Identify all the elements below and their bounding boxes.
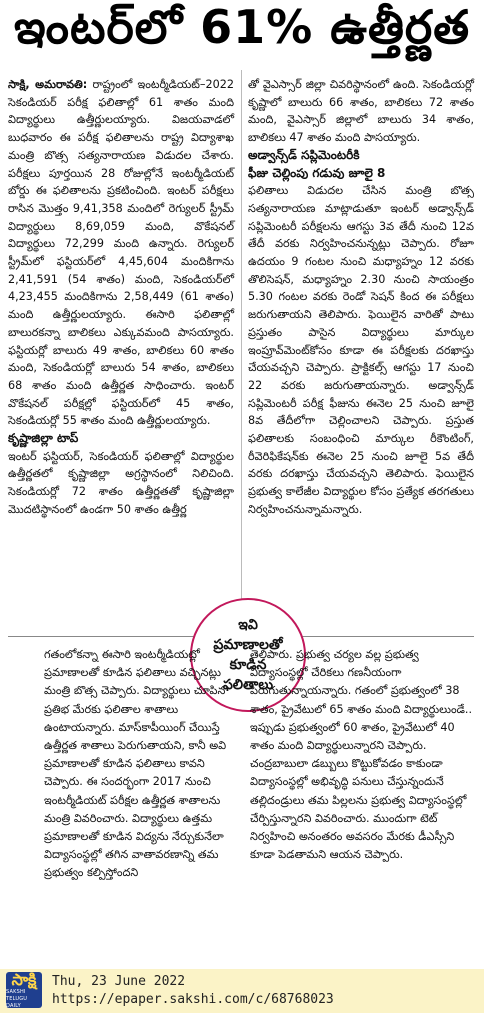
publication-date: Thu, 23 June 2022 — [52, 974, 186, 989]
logo-tagline: SAKSHI TELUGU DAILY — [6, 988, 28, 1009]
footer-meta — [52, 973, 334, 1009]
bottom-left-paragraph: గతంలోకన్నా ఈసారి ఇంటర్మీడియట్లో ప్రమాణాలతో కూడిన ఫలితాలు వచ్చినట్లు మంత్రి బొత్స చెప్పారు. విద్యార్థులు చూపిన ప్రతిభ మేరకు ఫలితాల శాతాలు ఉంటాయన్నారు. మాస్‌కాపీయింగ్ చేయిస్తే ఉత్తీర్ణత శాతాలు పెరుగుతాయని, కానీ అవి ప్రమాణాలతో కూడిన ఫలితాలు కావని చెప్పారు. ఈ సందర్భంగా 2017 నుంచి ఇంటర్మీడియట్ పరీక్షల ఉత్తీర్ణత శాతాలను మంత్రి వివరించారు. విద్యార్థులు ఉత్తమ ప్రమాణాలతో కూడిన విద్యను నేర్చుకునేలా విద్యాసంస్థల్లో తగిన వాతావరణాన్ని తమ ప్రభుత్వం కల్పిస్తోందని — [44, 648, 227, 880]
article-left-column — [8, 76, 234, 519]
callout-line: ఫలితాలు — [222, 677, 274, 693]
subheading-fee-deadline: ఫీజు చెల్లింపు గడువు జూలై 8 — [248, 165, 386, 180]
paragraph-krishna: ఇంటర్ ఫస్టియర్, సెకండియర్ ఫలితాల్లో విద్యార్థుల ఉత్తీర్ణతలో కృష్ణాజిల్లా అగ్రస్థానంలో నిలిచింది. సెకండియర్లో 72 శాతం ఉత్తీర్ణతతో కృష్ణాజిల్లా మొదటిస్థానంలో ఉండగా 50 శాతం ఉత్తీర్ణ — [8, 449, 234, 516]
epaper-url[interactable]: https://epaper.sakshi.com/c/68768023 — [52, 992, 334, 1007]
subheading-krishna: కృష్ణాజిల్లా టాప్ — [8, 431, 79, 446]
bottom-right-paragraph: తెలిపారు. ప్రభుత్వ చర్యల వల్ల ప్రభుత్వ విద్యాసంస్థల్లో చేరికలు గణనీయంగా పెరుగుతున్నాయన్నారు. గతంలో ప్రభుత్వంలో 38 శాతం, ప్రైవేటులో 65 శాతం మంది విద్యార్థులుండే.. ఇప్పుడు ప్రభుత్వంలో 60 శాతం, ప్రైవేటులో 40 శాతం మంది విద్యార్థులున్నారని చెప్పారు. చంద్రబాబులా డబ్బులు కొట్టుకోవడం కాకుండా విద్యాసంస్థల్లో అభివృద్ధి పనులు చేస్తున్నందునే తల్లిదండ్రులు తమ పిల్లలను ప్రభుత్వ విద్యాసంస్థల్లో చేర్పిస్తున్నారని వివరించారు. ముందుగా టెట్ నిర్వహించి అనంతరం అవసరం మేరకు డీఎస్సీని కూడా పెడతామని ఆయన చెప్పారు. — [250, 648, 473, 862]
article-right-column — [248, 76, 474, 519]
sakshi-logo — [6, 969, 42, 1009]
paragraph-text: రాష్ట్రంలో ఇంటర్మీడియట్–2022 సెకండియర్ పరీక్ష ఫలితాల్లో 61 శాతం మంది విద్యార్థులు ఉత్తీర్ణులయ్యారు. విజయవాడలో బుధవారం ఈ పరీక్ష ఫలితాలను రాష్ట్ర విద్యాశాఖ మంత్రి బొత్స సత్యనారాయణ విడుదల చేశారు. పరీక్షలు పూర్తయిన 28 రోజుల్లోనే ఇంటర్మీడియట్ బోర్డు ఈ ఫలితాలను ప్రకటించింది. ఇంటర్ పరీక్షలు రాసిన మొత్తం 9,41,358 మందిలో రెగ్యులర్ స్ట్రీమ్ విద్యార్థులు 8,69,059 మంది, వొకేషనల్ విద్యార్థులు 72,299 మంది ఉన్నారు. రెగ్యులర్ స్ట్రీమ్‌లో ఫస్టియర్‌లో 4,45,604 మందికిగాను 2,41,591 (54 శాతం) మంది, సెకండియర్‌లో 4,23,455 మందికిగాను 2,58,449 (61 శాతం) మంది ఉత్తీర్ణులయ్యారు. ఈసారి ఫలితాల్లో బాలురకన్నా బాలికలు ఎక్కువమంది పాసయ్యారు. ఫస్టియర్లో బాలురు 49 శాతం, బాలికలు 60 శాతం మంది, సెకండియర్లో బాలురు 54 శాతం, బాలికలు 68 శాతం మంది ఉత్తీర్ణత సాధించారు. ఇంటర్ వొకేషనల్ పరీక్షల్లో ఫస్టియర్‌లో 45 శాతం, సెకండియర్లో 55 శాతం మంది ఉత్తీర్ణులయ్యారు. — [8, 78, 234, 428]
callout-line: కూడిన — [229, 657, 267, 673]
dateline: సాక్షి, అమరావతి: — [8, 78, 88, 91]
subheading-supplementary: అడ్వాన్స్‌డ్ సప్లిమెంటరీకి — [248, 147, 360, 162]
paragraph-supplementary: ఫలితాలు విడుదల చేసిన మంత్రి బొత్స సత్యనారాయణ మాట్లాడుతూ ఇంటర్ అడ్వాన్స్‌డ్ సప్లిమెంటరీ పరీక్షలను ఆగస్టు 3వ తేదీ నుంచి 12వ తేదీ వరకు నిర్వహించనున్నట్లు చెప్పారు. రోజూ ఉదయం 9 గంటల నుంచి మధ్యాహ్నం 12 వరకు తొలిసెషన్, మధ్యాహ్నం 2.30 నుంచి సాయంత్రం 5.30 గంటల వరకు రెండో సెషన్ కింద ఈ పరీక్షలు జరుగుతాయని తెలిపారు. ఫెయిలైన వారితో పాటు ప్రస్తుతం పాసైన విద్యార్థులు మార్కుల ఇంప్రూవ్‌మెంట్‌కోసం కూడా ఈ పరీక్షలకు దరఖాస్తు చేయవచ్చని చెప్పారు. ప్రాక్టికల్స్ ఆగస్టు 17 నుంచి 22 వరకు జరుగుతాయన్నారు. అడ్వాన్స్‌డ్ సప్లిమెంటరీ పరీక్ష ఫీజును ఈనెల 25 నుంచి జూలై 8వ తేదీలోగా చెల్లించాలని చెప్పారు. ప్రస్తుత ఫలితాలకు సంబంధించి మార్కుల రీకౌంటింగ్, రీవెరిఫికేషన్‌కు ఈనెల 25 నుంచి జూలై 5వ తేదీ వరకు దరఖాస్తు చేయవచ్చని తెలిపారు. ఫెయిలైన ప్రభుత్వ కాలేజీల విద్యార్థుల కోసం ప్రత్యేక తరగతులు నిర్వహించనున్నామన్నారు. — [248, 184, 474, 516]
lead-paragraph — [8, 76, 234, 430]
headline: ఇంటర్‌లో 61% ఉత్తీర్ణత — [13, 0, 471, 54]
callout-line: ఇవి — [238, 617, 258, 633]
callout-line: ప్రమాణాలతో — [213, 637, 283, 653]
column-divider — [241, 70, 242, 630]
logo-text: సాక్షి — [11, 969, 37, 989]
paragraph-continued: తో వైఎస్సార్ జిల్లా చివరిస్థానంలో ఉంది. సెకండియర్లో కృష్ణాలో బాలురు 66 శాతం, బాలికలు 72 శాతం మంది, వైఎస్సార్ జిల్లాలో బాలురు 34 శాతం, బాలికలు 47 శాతం మంది పాసయ్యారు. — [248, 78, 474, 145]
